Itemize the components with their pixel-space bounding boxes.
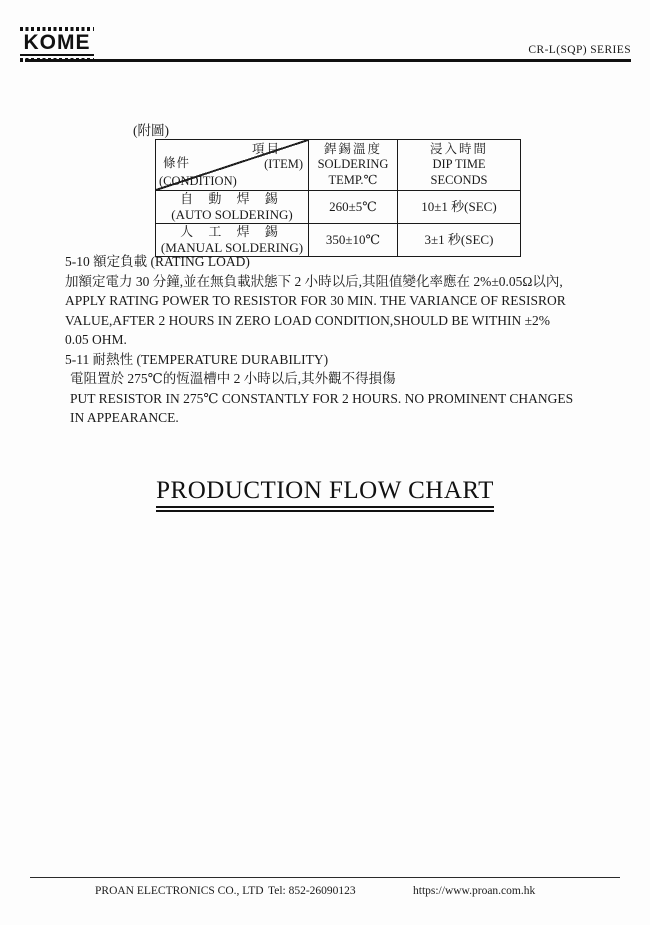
col-header-soldering-temp-en2: TEMP.℃ bbox=[328, 172, 378, 187]
auto-soldering-zh: 自 動 焊 錫 bbox=[180, 191, 284, 206]
cell-auto-soldering-temp: 260±5℃ bbox=[309, 191, 398, 224]
flow-chart-title-underline bbox=[156, 477, 494, 512]
flow-chart-title-wrap bbox=[0, 477, 650, 512]
section-5-11-line-en2: IN APPEARANCE. bbox=[70, 410, 179, 425]
section-5-11-line-en1: PUT RESISTOR IN 275℃ CONSTANTLY FOR 2 HOURS. NO PROMINENT CHANGES bbox=[70, 390, 574, 406]
series-label: CR-L(SQP) SERIES bbox=[528, 44, 631, 56]
footer-url: https://www.proan.com.hk bbox=[413, 885, 536, 897]
cell-auto-soldering-time: 10±1 秒(SEC) bbox=[398, 191, 521, 224]
corner-condition-zh: 條件 bbox=[163, 156, 191, 170]
footer-company: PROAN ELECTRONICS CO., LTD bbox=[95, 885, 264, 897]
soldering-condition-table bbox=[155, 139, 521, 257]
col-header-soldering-temp-zh: 銲錫溫度 bbox=[323, 141, 382, 156]
section-5-11-heading: 5-11 耐熱性 (TEMPERATURE DURABILITY) bbox=[65, 351, 329, 367]
section-5-10-line-zh: 加額定電力 30 分鐘,並在無負載狀態下 2 小時以后,其阻值變化率應在 2%±0.05Ω以內, bbox=[65, 273, 563, 289]
col-header-soldering-temp bbox=[309, 140, 398, 191]
kome-logo bbox=[20, 27, 94, 62]
table-header-row bbox=[156, 140, 521, 191]
section-5-10-line-en2: VALUE,AFTER 2 HOURS IN ZERO LOAD CONDITION,SHOULD BE WITHIN ±2% bbox=[65, 312, 551, 328]
header-rule bbox=[25, 59, 631, 62]
corner-diagonal bbox=[156, 140, 308, 190]
figure-label: (附圖) bbox=[133, 123, 169, 138]
logo-text: KOME bbox=[20, 32, 94, 56]
col-header-soldering-temp-en1: SOLDERING bbox=[317, 157, 389, 172]
cell-manual-soldering-time: 3±1 秒(SEC) bbox=[398, 224, 521, 257]
col-header-dip-time-en1: DIP TIME bbox=[432, 157, 486, 172]
cell-auto-soldering-name bbox=[156, 191, 309, 224]
corner-item-en: (ITEM) bbox=[264, 157, 303, 171]
spec-text-sections bbox=[65, 252, 625, 428]
footer-rule bbox=[30, 877, 620, 878]
corner-cell bbox=[156, 140, 309, 191]
section-5-10-heading: 5-10 額定負載 (RATING LOAD) bbox=[65, 254, 250, 269]
footer-tel: Tel: 852-26090123 bbox=[268, 885, 356, 897]
section-5-10-line-en3: 0.05 OHM. bbox=[65, 332, 127, 347]
corner-condition-en: (CONDITION) bbox=[159, 173, 237, 188]
flow-chart-title: PRODUCTION FLOW CHART bbox=[156, 477, 494, 508]
col-header-dip-time-zh: 浸入時間 bbox=[429, 141, 488, 156]
table-row-auto-soldering bbox=[156, 191, 521, 224]
col-header-dip-time-en2: SECONDS bbox=[430, 172, 488, 187]
manual-soldering-en: (MANUAL SOLDERING) bbox=[160, 240, 304, 255]
section-5-11-line-zh: 電阻置於 275℃的恆溫槽中 2 小時以后,其外觀不得損傷 bbox=[70, 371, 396, 386]
manual-soldering-zh: 人 工 焊 錫 bbox=[180, 224, 284, 239]
corner-item-zh: 項目 bbox=[251, 142, 281, 156]
col-header-dip-time bbox=[398, 140, 521, 191]
cell-manual-soldering-temp: 350±10℃ bbox=[309, 224, 398, 257]
section-5-10-line-en1: APPLY RATING POWER TO RESISTOR FOR 30 MIN. THE VARIANCE OF RESISROR bbox=[65, 293, 566, 308]
auto-soldering-en: (AUTO SOLDERING) bbox=[171, 207, 293, 222]
